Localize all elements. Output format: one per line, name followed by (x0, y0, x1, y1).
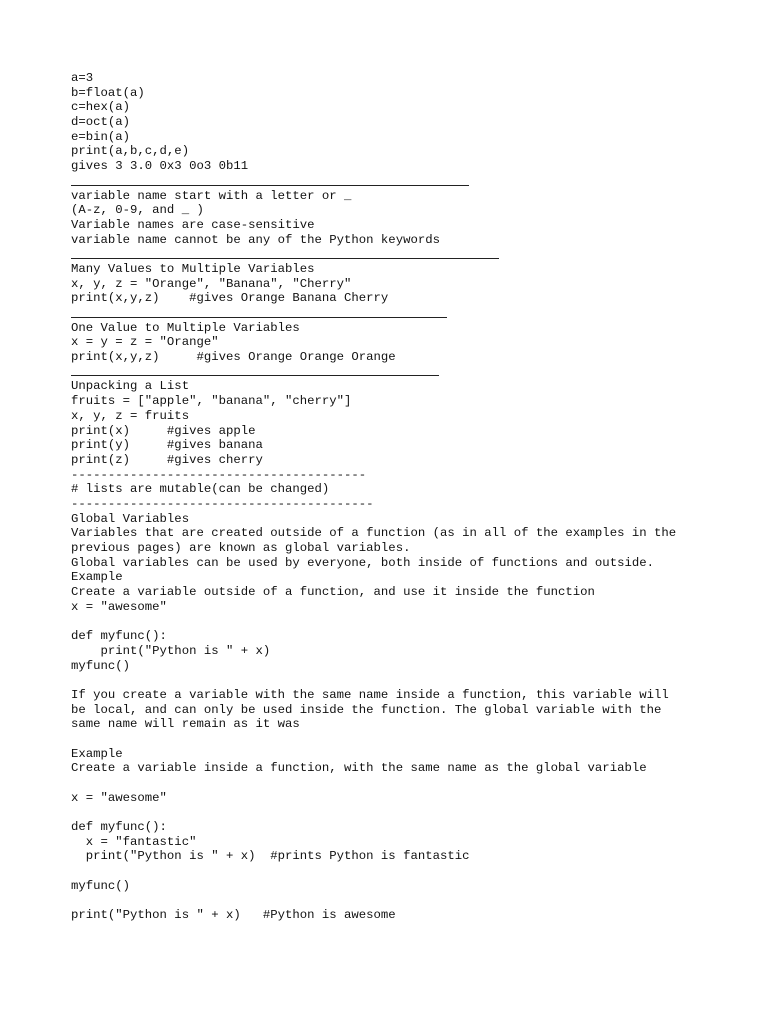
document-page (71, 71, 751, 923)
code-line: myfunc() (71, 878, 131, 893)
code-line: print("Python is " + x) (71, 643, 271, 658)
text-line: previous pages) are known as global variables. (71, 541, 411, 555)
blank-line (71, 805, 751, 820)
text-line: variable name start with a letter or _ (71, 188, 352, 203)
example-label: Example (71, 570, 123, 585)
section-heading: Unpacking a List (71, 379, 190, 394)
code-line: a=3 (71, 71, 94, 85)
comment-line: # lists are mutable(can be changed) (71, 482, 330, 497)
text-line: Variable names are case-sensitive (71, 217, 315, 232)
output-note: gives 3 3.0 0x3 0o3 0b11 (71, 159, 249, 174)
blank-line (71, 732, 751, 747)
section-divider (71, 365, 751, 380)
code-line: print(x) #gives apple (71, 423, 256, 438)
code-line: myfunc() (71, 658, 131, 673)
code-line: print(y) #gives banana (71, 438, 263, 453)
blank-line (71, 776, 751, 791)
dashed-divider: ----------------------------------------- (71, 496, 374, 511)
code-line: print(x,y,z) #gives Orange Banana Cherry (71, 291, 389, 306)
text-line: (A-z, 0-9, and _ ) (71, 203, 204, 218)
section-heading: Global Variables (71, 511, 190, 526)
code-line: x, y, z = fruits (71, 408, 190, 423)
code-line: x, y, z = "Orange", "Banana", "Cherry" (71, 276, 352, 291)
section-heading: One Value to Multiple Variables (71, 320, 300, 335)
text-line: Global variables can be used by everyone, both inside of functions and outside. (71, 555, 654, 570)
text-line: Variables that are created outside of a function (as in all of the examples in the (71, 526, 677, 541)
code-line: print("Python is " + x) #Python is awesome (71, 908, 396, 923)
blank-line (71, 894, 751, 909)
example-label: Example (71, 746, 123, 761)
code-line: b=float(a) (71, 85, 145, 100)
text-line: same name will remain as it was (71, 717, 300, 732)
code-line: d=oct(a) (71, 115, 131, 130)
code-line: def myfunc(): (71, 629, 167, 644)
blank-line (71, 864, 751, 879)
section-divider (71, 306, 751, 321)
text-line: Create a variable outside of a function, and use it inside the function (71, 585, 595, 600)
section-divider (71, 247, 751, 262)
text-line: Create a variable inside a function, with the same name as the global variable (71, 761, 647, 776)
code-line: x = y = z = "Orange" (71, 335, 219, 350)
code-line: x = "fantastic" (71, 834, 197, 849)
code-line: x = "awesome" (71, 790, 167, 805)
code-line: print(x,y,z) #gives Orange Orange Orange (71, 350, 396, 365)
code-line: print("Python is " + x) #prints Python is fantastic (71, 849, 470, 864)
section-divider (71, 174, 751, 189)
code-line: x = "awesome" (71, 599, 167, 614)
blank-line (71, 673, 751, 688)
code-line: fruits = ["apple", "banana", "cherry"] (71, 394, 352, 409)
code-line: e=bin(a) (71, 129, 131, 144)
code-line: print(z) #gives cherry (71, 452, 263, 467)
text-line: be local, and can only be used inside the function. The global variable with the (71, 702, 662, 717)
code-line: print(a,b,c,d,e) (71, 144, 190, 159)
section-heading: Many Values to Multiple Variables (71, 261, 315, 276)
code-line: c=hex(a) (71, 100, 131, 115)
text-line: variable name cannot be any of the Python keywords (71, 232, 440, 247)
text-line: If you create a variable with the same name inside a function, this variable will (71, 687, 669, 702)
dashed-divider: ---------------------------------------- (71, 467, 367, 482)
blank-line (71, 614, 751, 629)
code-line: def myfunc(): (71, 820, 167, 835)
